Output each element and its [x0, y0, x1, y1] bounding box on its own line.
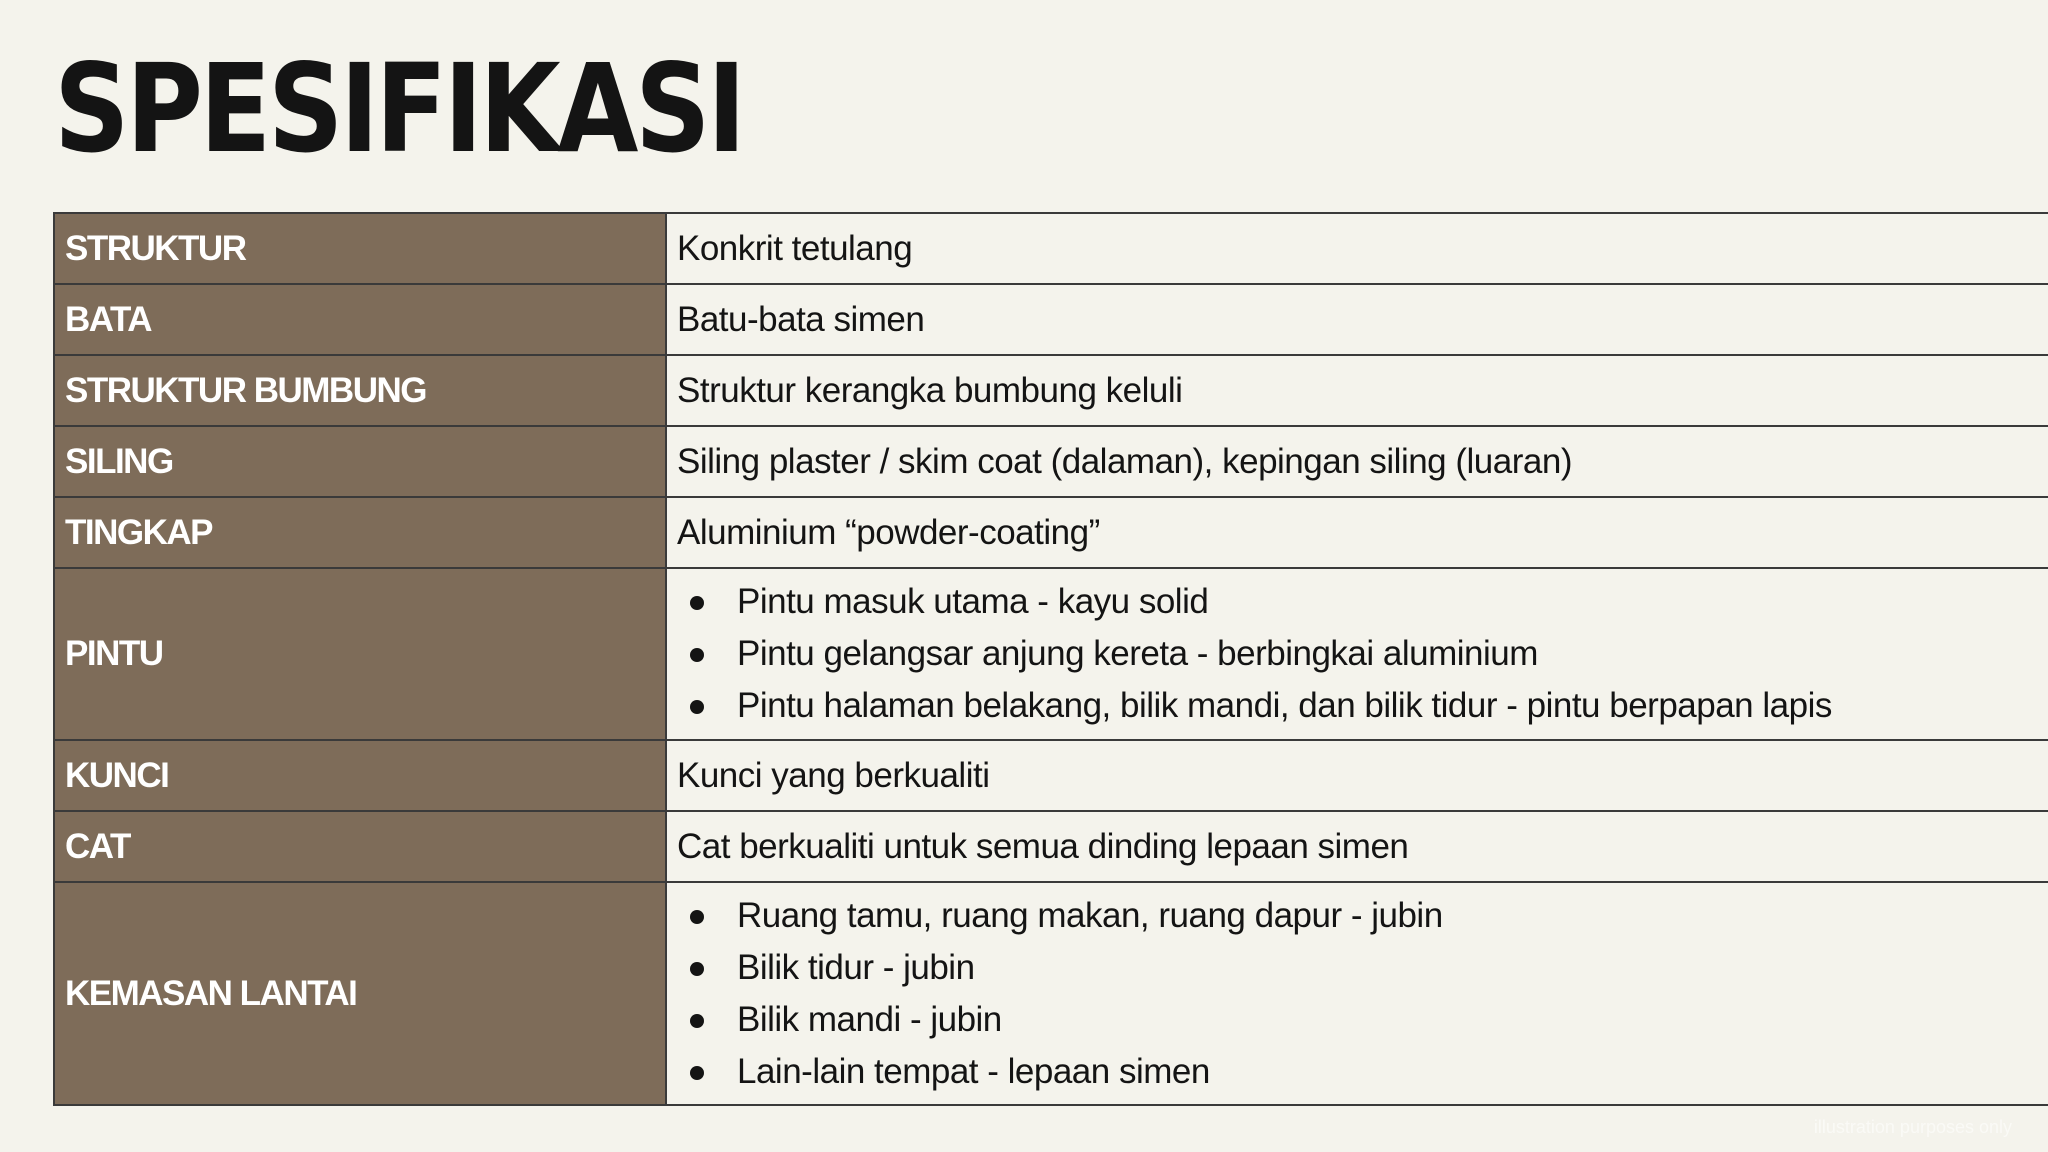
list-item-text: Bilik mandi - jubin: [737, 999, 1002, 1039]
list-item-text: Lain-lain tempat - lepaan simen: [737, 1051, 1210, 1091]
list-item-text: Bilik tidur - jubin: [737, 947, 975, 987]
row-label: BATA: [54, 284, 666, 355]
row-value: Konkrit tetulang: [666, 213, 2048, 284]
row-value: Cat berkualiti untuk semua dinding lepaan simen: [666, 811, 2048, 882]
bullet-icon: [690, 910, 704, 924]
row-label: KEMASAN LANTAI: [54, 882, 666, 1105]
table-row: [54, 568, 2048, 740]
table-row: [54, 355, 2048, 426]
watermark: illustration purposes only: [1813, 1117, 2012, 1137]
table-row: [54, 497, 2048, 568]
list-item-text: Pintu masuk utama - kayu solid: [737, 582, 1209, 621]
bullet-list: [677, 890, 2038, 1098]
bullet-icon: [690, 648, 704, 662]
row-label: KUNCI: [54, 740, 666, 811]
list-item-text: Ruang tamu, ruang makan, ruang dapur - jubin: [737, 895, 1443, 935]
row-value: Aluminium “powder-coating”: [666, 497, 2048, 568]
spec-table: [53, 212, 2048, 1106]
list-item: [677, 994, 2038, 1046]
table-row: [54, 882, 2048, 1105]
list-item: [677, 1046, 2038, 1098]
row-label: TINGKAP: [54, 497, 666, 568]
table-row: [54, 426, 2048, 497]
bullet-icon: [690, 1066, 704, 1080]
bullet-icon: [690, 1014, 704, 1028]
list-item: [677, 890, 2038, 942]
bullet-icon: [690, 962, 704, 976]
table-row: [54, 284, 2048, 355]
row-value-list: [666, 882, 2048, 1105]
list-item: [677, 942, 2038, 994]
list-item: [677, 628, 2038, 680]
row-label: PINTU: [54, 568, 666, 740]
list-item-text: Pintu gelangsar anjung kereta - berbingkai aluminium: [737, 634, 1538, 673]
page-title: SPESIFIKASI: [54, 38, 743, 180]
bullet-icon: [690, 596, 704, 610]
row-label: SILING: [54, 426, 666, 497]
bullet-list: [677, 576, 2038, 732]
list-item: [677, 576, 2038, 628]
row-value: Siling plaster / skim coat (dalaman), kepingan siling (luaran): [666, 426, 2048, 497]
list-item-text: Pintu halaman belakang, bilik mandi, dan bilik tidur - pintu berpapan lapis: [737, 686, 1832, 725]
bullet-icon: [690, 700, 704, 714]
table-row: [54, 213, 2048, 284]
row-value: Kunci yang berkualiti: [666, 740, 2048, 811]
table-row: [54, 740, 2048, 811]
row-label: STRUKTUR: [54, 213, 666, 284]
row-value-list: [666, 568, 2048, 740]
table-row: [54, 811, 2048, 882]
list-item: [677, 680, 2038, 732]
row-value: Struktur kerangka bumbung keluli: [666, 355, 2048, 426]
row-label: STRUKTUR BUMBUNG: [54, 355, 666, 426]
row-value: Batu-bata simen: [666, 284, 2048, 355]
row-label: CAT: [54, 811, 666, 882]
